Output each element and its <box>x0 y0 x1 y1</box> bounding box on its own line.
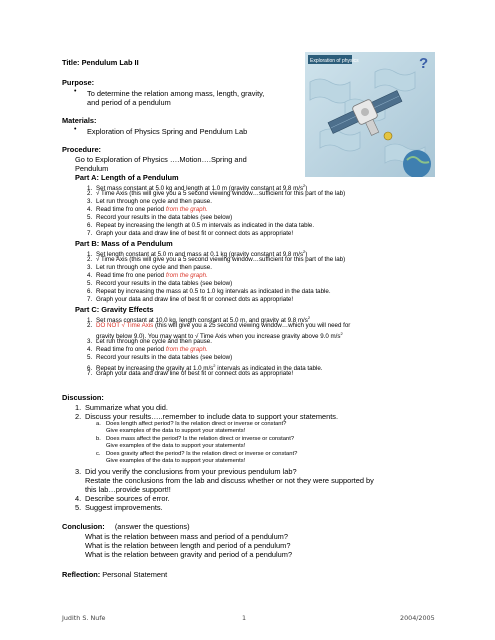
part-b-step: 7. Graph your data and draw line of best fit or connect dots as appropriate! <box>87 296 294 303</box>
procedure-intro-2: Pendulum <box>75 164 109 173</box>
discussion-sub: a. Does length affect period? Is the relation direct or inverse or constant? <box>96 421 287 427</box>
procedure-heading: Procedure: <box>62 145 102 154</box>
discussion-sub: Give examples of the data to support your statements! <box>106 458 246 464</box>
bullet-icon: • <box>74 126 77 133</box>
part-c-step: 2. DO NOT √ Time Axis (this will give you a 25 second viewing window…which you will need for <box>87 322 351 329</box>
discussion-heading: Discussion: <box>62 393 104 402</box>
conclusion-line <box>62 522 190 531</box>
simulation-screenshot-image <box>305 52 435 177</box>
part-a-step: 2. √ Time Axis (this will give you a 5 second viewing window…sufficient for this part of the lab) <box>87 190 346 197</box>
part-a-step: 4. Read time fro one period from the graph. <box>87 206 208 213</box>
discussion-item: 2. Discuss your results…..remember to include data to support your statements. <box>75 412 339 421</box>
part-c-title: Part C: Gravity Effects <box>75 305 154 314</box>
part-b-step: 4. Read time fro one period from the graph. <box>87 272 208 279</box>
sim-caption: Exploration of physics <box>310 58 359 64</box>
discussion-sub: c. Does gravity affect the period? Is the relation direct or inverse or constant? <box>96 451 298 457</box>
reflection-line <box>62 570 167 579</box>
help-icon: ? <box>419 55 429 72</box>
footer-author: Judith S. Nufe <box>62 614 106 622</box>
reflection-text: Personal Statement <box>102 570 168 579</box>
part-b-step: 1. Set length constant at 5.0 m and mass at 0.1 kg (gravity constant at 9.8 $m/s^2$) <box>87 249 308 259</box>
footer-page-number: 1 <box>242 614 247 622</box>
discussion-item: 5. Suggest improvements. <box>75 503 163 512</box>
part-c-step: 3. Let run through one cycle and then pause. <box>87 338 212 345</box>
part-a-step: 5. Record your results in the data tables (see below) <box>87 214 233 221</box>
materials-heading: Materials: <box>62 116 97 125</box>
conclusion-note: (answer the questions) <box>114 522 190 531</box>
part-b-step: 3. Let run through one cycle and then pause. <box>87 264 212 271</box>
conclusion-question: What is the relation between length and period of a pendulum? <box>85 541 291 550</box>
conclusion-question: What is the relation between gravity and period of a pendulum? <box>85 550 293 559</box>
purpose-line-1: To determine the relation among mass, length, gravity, <box>87 89 265 98</box>
purpose-line-2: and period of a pendulum <box>87 98 171 107</box>
part-a-step: 3. Let run through one cycle and then pause. <box>87 198 212 205</box>
doc-title: Title: Pendulum Lab II <box>62 58 139 67</box>
part-a-step: 6. Repeat by increasing the length at 0.5 m intervals as indicated in the data table. <box>87 222 315 229</box>
part-b-step: 6. Repeat by increasing the mass at 0.5 to 1.0 kg intervals as indicated in the data table. <box>87 288 331 295</box>
discussion-item: 1. Summarize what you did. <box>75 403 168 412</box>
part-a-title: Part A: Length of a Pendulum <box>75 173 179 182</box>
discussion-sub: Give examples of the data to support your statements! <box>106 443 246 449</box>
discussion-item: 3. Did you verify the conclusions from your previous pendulum lab? <box>75 467 297 476</box>
part-c-step: 4. Read time fro one period from the graph. <box>87 346 208 353</box>
materials-item: Exploration of Physics Spring and Pendulum Lab <box>87 127 248 136</box>
part-b-step: 2. √ Time Axis (this will give you a 5 second viewing window…sufficient for this part of the lab) <box>87 256 346 263</box>
bullet-icon: • <box>74 88 77 95</box>
discussion-item: 4. Describe sources of error. <box>75 494 170 503</box>
discussion-sub: b. Does mass affect the period? Is the relation direct or inverse or constant? <box>96 436 295 442</box>
footer-year: 2004/2005 <box>400 614 435 622</box>
purpose-heading: Purpose: <box>62 78 95 87</box>
part-c-step: 5. Record your results in the data tables (see below) <box>87 354 233 361</box>
part-b-step: 5. Record your results in the data tables (see below) <box>87 280 233 287</box>
procedure-intro-1: Go to Exploration of Physics ….Motion….Spring and <box>75 155 247 164</box>
part-b-title: Part B: Mass of a Pendulum <box>75 239 173 248</box>
conclusion-question: What is the relation between mass and period of a pendulum? <box>85 532 288 541</box>
part-c-step: 1. Set mass constant at 10.0 kg, length constant at 5.0 m, and gravity at 9.8 $m/s^2$ <box>87 315 311 325</box>
conclusion-heading: Conclusion: <box>62 522 105 531</box>
part-c-step-cont: gravity below 9.0). You may want to √ Time Axis when you increase gravity above 9.0 $m/s^2$ <box>96 331 343 341</box>
part-c-step: 6. Repeat by increasing the gravity at 1.0 $m/s^2$ intervals as indicated in the data table. <box>87 363 323 373</box>
part-a-step: 7. Graph your data and draw line of best fit or connect dots as appropriate! <box>87 230 294 237</box>
discussion-sub: Give examples of the data to support your statements! <box>106 428 246 434</box>
part-c-step: 7. Graph your data and draw line of best fit or connect dots as appropriate! <box>87 370 294 377</box>
discussion-restate-1: Restate the conclusions from the lab and discuss whether or not they were supported by <box>85 476 374 485</box>
part-a-step: 1. Set mass constant at 5.0 kg and length at 1.0 m (gravity constant at 9.8 $m/s^2$) <box>87 183 308 193</box>
reflection-heading: Reflection: <box>62 570 101 579</box>
discussion-restate-2: this lab…provide support!! <box>85 485 171 494</box>
